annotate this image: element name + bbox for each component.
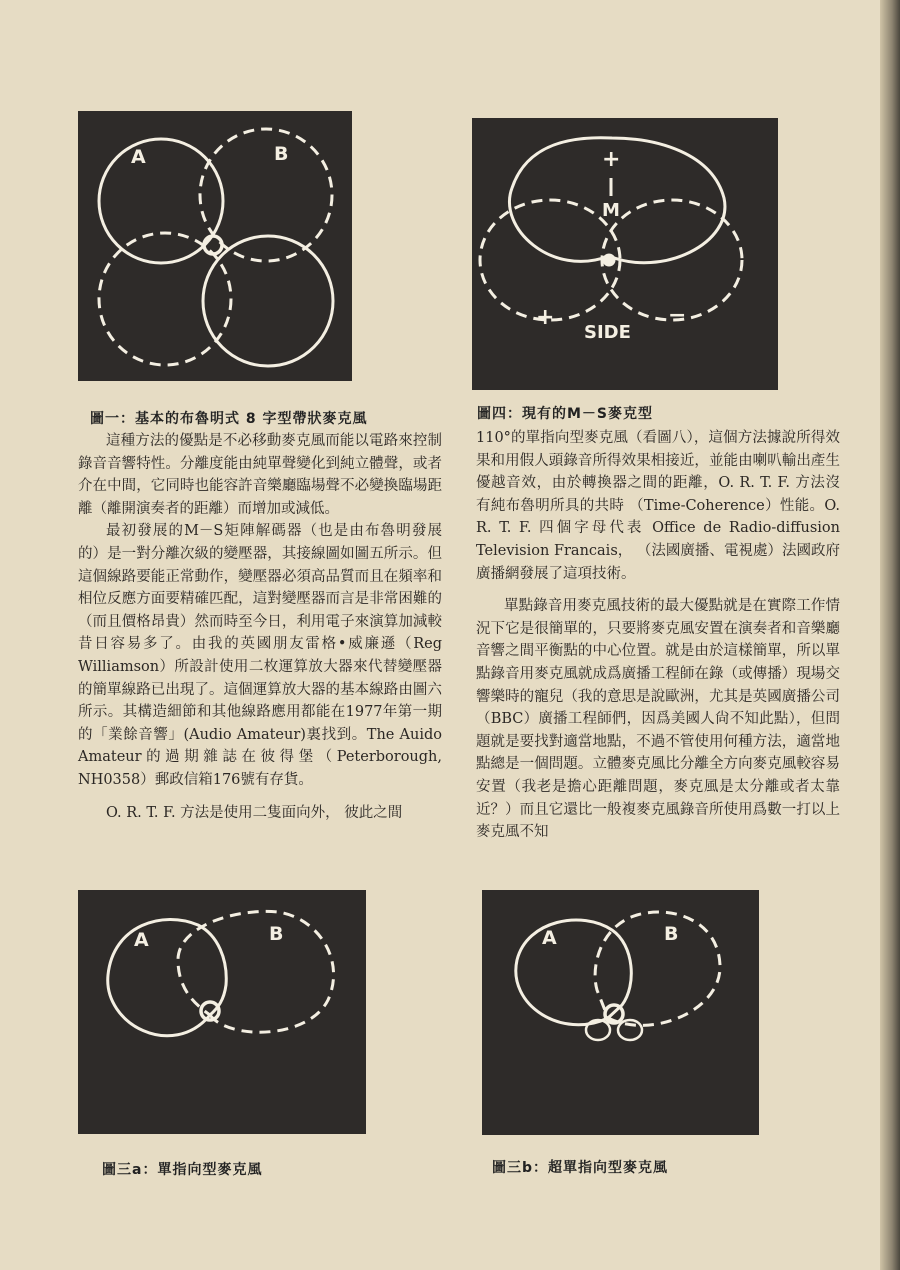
left-column-text — [78, 430, 442, 824]
rear-lobe-right — [618, 1020, 642, 1040]
supercardioid-pattern-svg — [482, 890, 759, 1135]
microphone-capsule — [604, 255, 614, 265]
label-a: A — [134, 929, 149, 951]
label-b: B — [664, 923, 679, 945]
label-b: B — [274, 143, 289, 165]
plus-left-label: + — [536, 305, 555, 330]
label-a: A — [131, 146, 146, 168]
figure-4-diagram — [472, 118, 778, 390]
figure-8-pattern-svg — [78, 111, 352, 381]
figure-3b-diagram — [482, 890, 759, 1135]
right-paragraph-2: 單點錄音用麥克風技術的最大優點就是在實際工作情況下它是很簡單的，只要將麥克風安置在演奏者和音樂廳音響之間平衡點的中心位置。就是由於這樣簡單，所以單點錄音用麥克風就成爲廣播工程師在錄（或傳播）現場交響樂時的寵兒（我的意思是說歐洲，尤其是英國廣播公司（BBC）廣播工程師們，因爲美國人尙不知此點），但問題就是要找對適當地點，不過不管使用何種方法，適當地點總是一個問題。立體麥克風比分離全方向麥克風較容易安置（我老是擔心距離問題，麥克風是太分離或者太靠近？）而且它還比一般複麥克風錄音所使用爲數一打以上麥克風不知 — [476, 598, 840, 841]
label-a: A — [542, 927, 557, 949]
figure-3b-caption: 圖三b：超單指向型麥克風 — [492, 1160, 669, 1176]
figure-1-caption: 圖一：基本的布魯明式 8 字型帶狀麥克風 — [90, 411, 368, 427]
lobe-lower-right-solid — [203, 236, 333, 366]
cardioid-pattern-svg — [78, 890, 366, 1134]
figure-4-caption: 圖四：現有的M－S麥克型 — [477, 406, 654, 422]
figure-3a-caption: 圖三a：單指向型麥克風 — [102, 1162, 263, 1178]
figure-3a-diagram — [78, 890, 366, 1134]
m-label: M — [602, 200, 620, 221]
left-paragraph-2: 最初發展的M－S矩陣解碼器（也是由布魯明發展的）是一對分離次級的變壓器，其接線圖如圖五所示。但這個線路要能正常動作，變壓器必須高品質而且在頻率和相位反應方面要精確匹配，這對變壓器而言是非常困難的（而且價格昂貴）然而時至今日，利用電子來演算加減較昔日容易多了。由我的英國朋友雷格•威廉遜（Reg Williamson）所設計使用二枚運算放大器來代替變壓器的簡單線路已出現了。這個運算放大器的基本線路由圖六所示。其構造細節和其他線路應用都能在1977年第一期的「業餘音響」(Audio Amateur)裏找到。The Auido Amateur的過期雜誌在彼得堡（Peterborough, NH0358）郵政信箱176號有存貨。 — [78, 523, 442, 788]
right-paragraph-1: 110°的單指向型麥克風（看圖八），這個方法據說所得效果和用假人頭錄音所得效果相接近，並能由喇叭輸出產生優越音效，由於轉換器之間的距離，O. R. T. F. 方法沒有純布魯明所具的共時 （Time-Coherence）性能。O. R. T. F. 四個字母代表 Office de Radio-diffusion Television Francais， （法國廣播、電視處）法國政府廣播網發展了這項技術。 — [476, 430, 840, 582]
label-b: B — [269, 923, 284, 945]
plus-top-label: + — [602, 147, 621, 172]
side-label: SIDE — [584, 322, 631, 343]
left-paragraph-3: O. R. T. F. 方法是使用二隻面向外， 彼此之間 — [106, 804, 403, 821]
supercardioid-a-solid — [516, 920, 631, 1025]
ms-pattern-svg — [472, 118, 778, 390]
figure-1-diagram — [78, 111, 352, 381]
left-paragraph-1: 這種方法的優點是不必移動麥克風而能以電路來控制錄音音響特性。分離度能由純單聲變化到純立體聲，或者介在中間，它同時也能容許音樂廳臨場聲不必變換臨場距離（離開演奏者的距離）而增加或減低。 — [78, 433, 442, 517]
right-column-text — [476, 427, 840, 844]
page-binding-edge — [880, 0, 900, 1270]
minus-right-label: − — [668, 303, 687, 328]
supercardioid-b-dashed — [595, 912, 720, 1025]
